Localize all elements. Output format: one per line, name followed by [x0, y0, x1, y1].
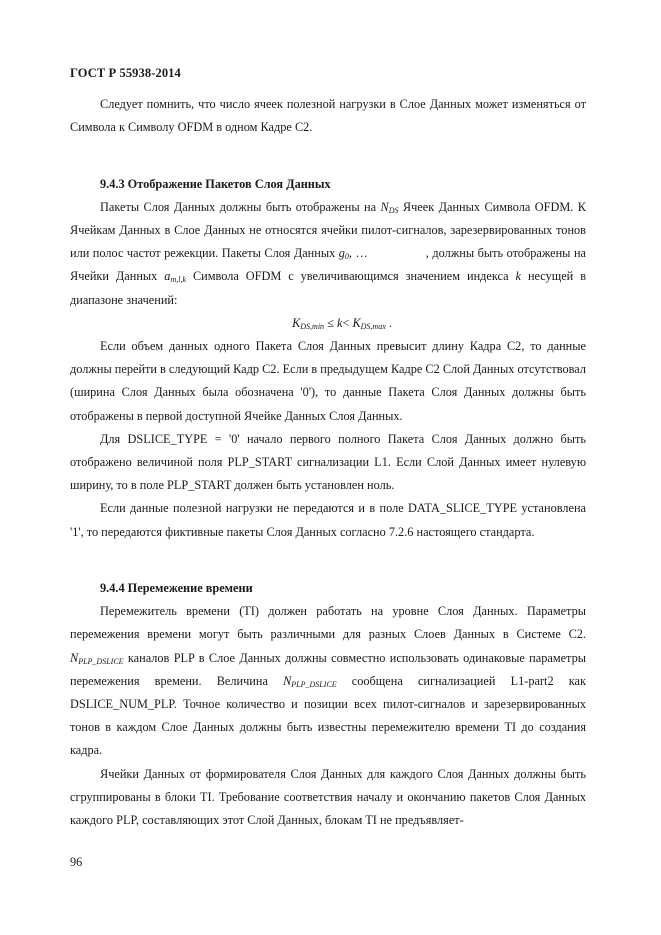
section-9-4-4-paragraph-2: Ячейки Данных от формирователя Слоя Данных для каждого Слоя Данных должны быть сгруппированы в блоки TI. Требование соответствия началу и окончанию пакетов Слоя Данных каждого PLP, составляющих этот Слой Данных, блокам TI не предъявляет- [70, 766, 586, 828]
document-body [70, 93, 586, 832]
section-9-4-3-paragraph-1: Пакеты Слоя Данных должны быть отображены на $N_{DS}$ Ячеек Данных Символа OFDM. К Ячейкам Данных в Слое Данных не относятся ячейки пилот-сигналов, зарезервированных тонов или полос частот режекции. Пакеты Слоя Данных $g_0$, … , должны быть отображены на Ячейки Данных $a_{m,l,k}$ Символа OFDM с увеличивающимся значением индекса k несущей в диапазоне значений: [70, 199, 586, 307]
section-9-4-3-heading: 9.4.3 Отображение Пакетов Слоя Данных [100, 176, 331, 191]
section-9-4-3-paragraph-4: Если данные полезной нагрузки не передаются и в поле DATA_SLICE_TYPE установлена '1', то передаются фиктивные пакеты Слоя Данных согласно 7.2.6 настоящего стандарта. [70, 501, 586, 539]
section-9-4-4-heading: 9.4.4 Перемежение времени [100, 581, 253, 596]
document-header: ГОСТ Р 55938-2014 [70, 66, 181, 80]
range-formula: $K_{DS,min} \le k< K_{DS,max}$ . [292, 315, 392, 331]
intro-paragraph: Следует помнить, что число ячеек полезной нагрузки в Слое Данных может изменяться от Символа к Символу OFDM в одном Кадре С2. [70, 97, 586, 135]
section-9-4-3-paragraph-3: Для DSLICE_TYPE = '0' начало первого полного Пакета Слоя Данных должно быть отображено величиной поля PLP_START сигнализации L1. Если Слой Данных имеет нулевую ширину, то в поле PLP_START должен быть установлен ноль. [70, 431, 586, 493]
section-9-4-4-paragraph-1: Перемежитель времени (TI) должен работать на уровне Слоя Данных. Параметры перемежения времени могут быть различными для разных Слоев Данных в Системе С2. $N_{PLP\_DSLICE}$ каналов PLP в Слое Данных должны совместно использовать одинаковые параметры перемежения времени. Величина $N_{PLP\_DSLICE}$ сообщена сигнализацией L1-part2 как DSLICE_NUM_PLP. Точное количество и позиции всех пилот-сигналов и зарезервированных тонов в каждом Слое Данных должны быть известны перемежителю времени TI до создания кадра. [70, 604, 586, 758]
page-number: 96 [70, 855, 83, 869]
section-9-4-3-paragraph-2: Если объем данных одного Пакета Слоя Данных превысит длину Кадра С2, то данные должны перейти в следующий Кадр С2. Если в предыдущем Кадре С2 Слой Данных отсутствовал (ширина Слоя Данных была обозначена '0'), то данные Пакета Слоя Данных должны быть отображены в первой доступной Ячейке Данных Слоя Данных. [70, 339, 586, 423]
